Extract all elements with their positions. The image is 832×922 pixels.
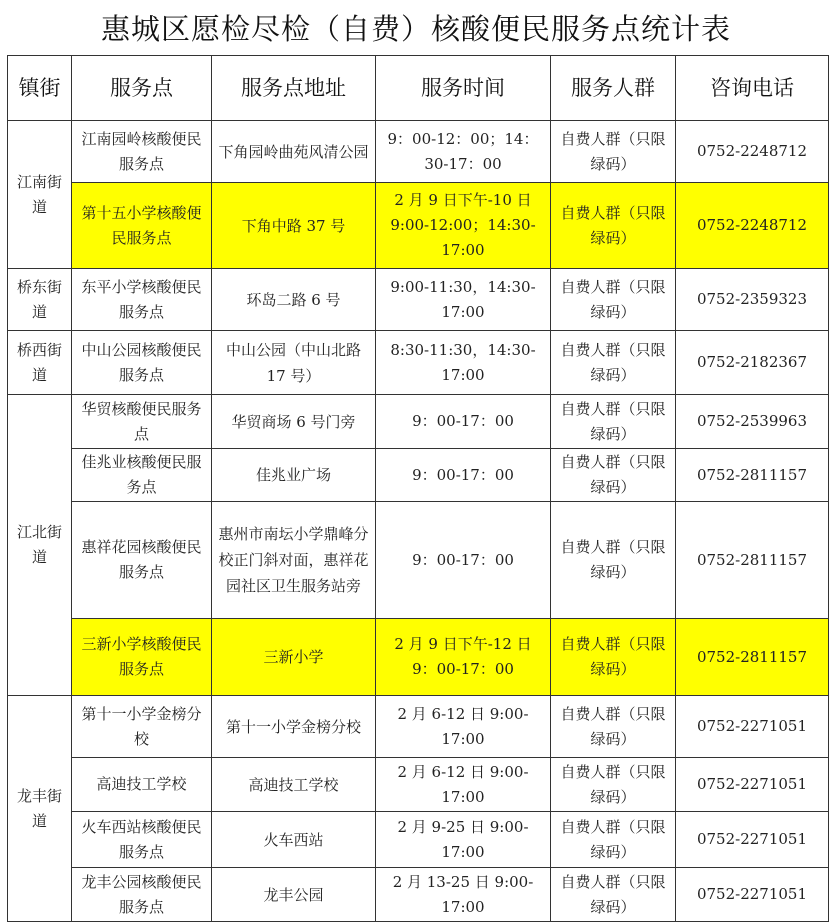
service-point-name: 火车西站核酸便民服务点 [72,812,212,868]
service-time: 2 月 9-25 日 9:00-17:00 [376,812,551,868]
service-point-name: 第十五小学核酸便民服务点 [72,183,212,269]
service-group: 自费人群（只限绿码） [551,331,676,395]
page-title: 惠城区愿检尽检（自费）核酸便民服务点统计表 [100,12,731,46]
header-service-group: 服务人群 [551,56,676,121]
service-point-name: 高迪技工学校 [72,758,212,812]
service-point-name: 龙丰公园核酸便民服务点 [72,868,212,922]
service-time: 9:00-11:30，14:30-17:00 [376,269,551,331]
service-time: 2 月 6-12 日 9:00-17:00 [376,696,551,758]
service-group: 自费人群（只限绿码） [551,502,676,619]
header-service-time: 服务时间 [376,56,551,121]
service-group: 自费人群（只限绿码） [551,758,676,812]
header-phone: 咨询电话 [676,56,829,121]
header-street: 镇街 [8,56,72,121]
service-time: 8:30-11:30，14:30-17:00 [376,331,551,395]
phone: 0752-2248712 [676,121,829,183]
street-cell: 桥东街道 [8,269,72,331]
header-service-point: 服务点 [72,56,212,121]
phone: 0752-2271051 [676,812,829,868]
service-time: 9：00-12：00；14：30-17：00 [376,121,551,183]
table-row [8,758,829,812]
phone: 0752-2811157 [676,449,829,502]
phone: 0752-2271051 [676,696,829,758]
street-cell: 桥西街道 [8,331,72,395]
phone: 0752-2271051 [676,758,829,812]
service-point-name: 惠祥花园核酸便民服务点 [72,502,212,619]
service-group: 自费人群（只限绿码） [551,619,676,696]
service-point-name: 第十一小学金榜分校 [72,696,212,758]
service-point-address: 下角中路 37 号 [212,183,376,269]
table-row [8,269,829,331]
service-point-address: 三新小学 [212,619,376,696]
service-point-address: 龙丰公园 [212,868,376,922]
street-cell: 江南街道 [8,121,72,269]
table-row [8,331,829,395]
service-time: 2 月 9 日下午-10 日 9:00-12:00；14:30-17:00 [376,183,551,269]
table-row [8,395,829,449]
service-point-address: 下角园岭曲苑风清公园 [212,121,376,183]
table-row [8,619,829,696]
table-row [8,502,829,619]
service-point-address: 佳兆业广场 [212,449,376,502]
service-group: 自费人群（只限绿码） [551,395,676,449]
table-row [8,121,829,183]
service-point-address: 华贸商场 6 号门旁 [212,395,376,449]
service-point-name: 东平小学核酸便民服务点 [72,269,212,331]
table-row [8,449,829,502]
phone: 0752-2811157 [676,502,829,619]
service-point-name: 华贸核酸便民服务点 [72,395,212,449]
phone: 0752-2539963 [676,395,829,449]
service-group: 自费人群（只限绿码） [551,183,676,269]
service-points-table [7,55,829,922]
service-time: 2 月 6-12 日 9:00-17:00 [376,758,551,812]
service-point-address: 火车西站 [212,812,376,868]
service-time: 9：00-17：00 [376,395,551,449]
service-time: 2 月 9 日下午-12 日 9：00-17：00 [376,619,551,696]
header-row [8,56,829,121]
phone: 0752-2271051 [676,868,829,922]
service-group: 自费人群（只限绿码） [551,121,676,183]
service-group: 自费人群（只限绿码） [551,696,676,758]
service-group: 自费人群（只限绿码） [551,269,676,331]
service-point-address: 第十一小学金榜分校 [212,696,376,758]
street-cell: 龙丰街道 [8,696,72,922]
service-time: 2 月 13-25 日 9:00-17:00 [376,868,551,922]
table-row [8,812,829,868]
service-point-address: 环岛二路 6 号 [212,269,376,331]
service-group: 自费人群（只限绿码） [551,812,676,868]
service-point-address: 中山公园（中山北路 17 号） [212,331,376,395]
street-cell: 江北街道 [8,395,72,696]
header-address: 服务点地址 [212,56,376,121]
service-time: 9：00-17：00 [376,502,551,619]
service-group: 自费人群（只限绿码） [551,449,676,502]
service-group: 自费人群（只限绿码） [551,868,676,922]
service-point-name: 江南园岭核酸便民服务点 [72,121,212,183]
table-row [8,183,829,269]
phone: 0752-2811157 [676,619,829,696]
service-point-name: 三新小学核酸便民服务点 [72,619,212,696]
service-point-name: 佳兆业核酸便民服务点 [72,449,212,502]
service-time: 9：00-17：00 [376,449,551,502]
table-row [8,868,829,922]
service-point-name: 中山公园核酸便民服务点 [72,331,212,395]
service-point-address: 高迪技工学校 [212,758,376,812]
phone: 0752-2359323 [676,269,829,331]
service-point-address: 惠州市南坛小学鼎峰分校正门斜对面，惠祥花园社区卫生服务站旁 [212,502,376,619]
phone: 0752-2182367 [676,331,829,395]
phone: 0752-2248712 [676,183,829,269]
table-row [8,696,829,758]
